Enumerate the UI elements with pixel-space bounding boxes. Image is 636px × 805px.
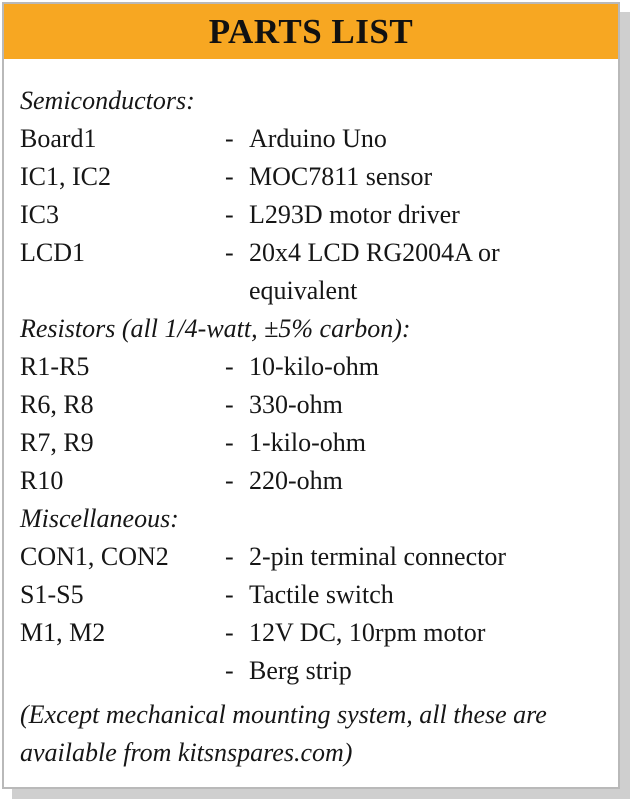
part-desc: Berg strip	[249, 656, 352, 685]
part-desc: 2-pin terminal connector	[249, 542, 507, 571]
part-ref: IC1, IC2	[20, 162, 111, 191]
separator: -	[225, 238, 234, 267]
list-item	[20, 462, 608, 500]
list-item	[20, 386, 608, 424]
section-title-resistors: Resistors (all 1/4-watt, ±5% carbon):	[20, 314, 411, 343]
separator: -	[225, 656, 234, 685]
part-desc: 1-kilo-ohm	[249, 428, 366, 457]
part-desc: 330-ohm	[249, 390, 343, 419]
part-ref: M1, M2	[20, 618, 106, 647]
separator: -	[225, 162, 234, 191]
section-title-miscellaneous: Miscellaneous:	[20, 504, 179, 533]
header-bar	[4, 4, 618, 59]
part-ref: LCD1	[20, 238, 85, 267]
part-desc: Arduino Uno	[249, 124, 387, 153]
list-item	[20, 576, 608, 614]
separator: -	[225, 352, 234, 381]
separator: -	[225, 428, 234, 457]
part-ref	[20, 652, 225, 690]
part-ref: R1-R5	[20, 352, 90, 381]
list-item	[20, 424, 608, 462]
part-desc: 10-kilo-ohm	[249, 352, 379, 381]
list-item	[20, 234, 608, 310]
separator: -	[225, 542, 234, 571]
part-ref: IC3	[20, 200, 59, 229]
part-desc: 20x4 LCD RG2004A or equivalent	[249, 238, 500, 305]
page-title: PARTS LIST	[208, 11, 414, 51]
list-item	[20, 614, 608, 652]
parts-list-card	[2, 2, 620, 789]
footnote: (Except mechanical mounting system, all these are available from kitsnspares.com)	[20, 700, 547, 767]
part-ref: S1-S5	[20, 580, 84, 609]
part-desc: L293D motor driver	[249, 200, 460, 229]
separator: -	[225, 124, 234, 153]
separator: -	[225, 390, 234, 419]
list-item	[20, 538, 608, 576]
list-item	[20, 120, 608, 158]
separator: -	[225, 466, 234, 495]
part-ref: Board1	[20, 124, 97, 153]
list-item	[20, 158, 608, 196]
list-item	[20, 348, 608, 386]
part-ref: CON1, CON2	[20, 542, 169, 571]
parts-list-content	[20, 82, 608, 772]
part-desc: 12V DC, 10rpm motor	[249, 618, 486, 647]
part-ref: R7, R9	[20, 428, 94, 457]
part-desc: 220-ohm	[249, 466, 343, 495]
separator: -	[225, 200, 234, 229]
part-ref: R10	[20, 466, 64, 495]
separator: -	[225, 580, 234, 609]
section-title-semiconductors: Semiconductors:	[20, 86, 195, 115]
list-item	[20, 652, 608, 690]
part-ref: R6, R8	[20, 390, 94, 419]
separator: -	[225, 618, 234, 647]
part-desc: Tactile switch	[249, 580, 394, 609]
part-desc: MOC7811 sensor	[249, 162, 433, 191]
list-item	[20, 196, 608, 234]
